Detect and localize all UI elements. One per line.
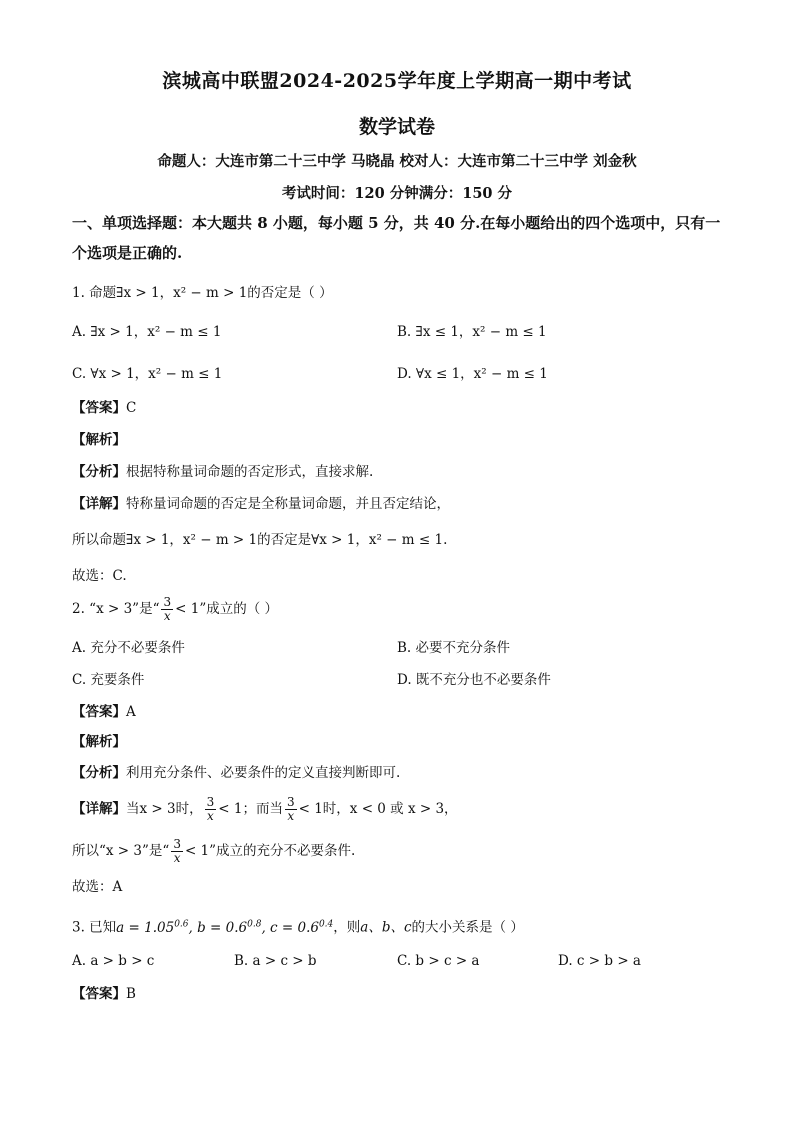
q1-detail-tag: 【详解】 (72, 496, 126, 512)
q1-option-b: B. ∃x ≤ 1，x² − m ≤ 1 (397, 324, 547, 340)
q3-stem-a: 3. 已知 (72, 919, 117, 936)
q3-answer-value: B (126, 986, 136, 1002)
q2-stem (72, 596, 278, 623)
q2-detail-a: 当x > 3时， (126, 801, 203, 817)
q2-detail-frac-1-den: x (207, 809, 214, 823)
q2-answer-value: A (126, 704, 136, 720)
q1-analysis-label: 【解析】 (72, 432, 126, 448)
q2-fenxi-text: 利用充分条件、必要条件的定义直接判断即可. (126, 765, 401, 781)
q3-option-c: C. b > c > a (397, 953, 480, 969)
q2-detail-frac-1-num: 3 (206, 795, 215, 809)
q2-detail-frac-2 (285, 796, 297, 823)
q2-option-a: A. 充分不必要条件 (72, 640, 185, 656)
q1-option-a: A. ∃x > 1，x² − m ≤ 1 (72, 324, 222, 340)
exam-subtitle: 数学试卷 (358, 116, 435, 138)
q2-detail-frac-2-num: 3 (286, 795, 295, 809)
q2-detail-b: < 1；而当 (218, 801, 283, 817)
q2-detail2-frac-den: x (173, 851, 181, 865)
exam-time-score: 考试时间：120 分钟满分：150 分 (281, 185, 513, 202)
q2-option-d: D. 既不充分也不必要条件 (397, 672, 551, 688)
q2-detail-frac-2-den: x (287, 809, 295, 823)
q3-answer-tag: 【答案】 (72, 986, 126, 1002)
q2-fenxi-tag: 【分析】 (72, 765, 126, 781)
q2-detail2-b: < 1”成立的充分不必要条件. (184, 843, 356, 859)
q2-answer-tag: 【答案】 (72, 704, 126, 720)
q3-option-a: A. a > b > c (72, 953, 155, 969)
exam-title: 滨城高中联盟2024-2025学年度上学期高一期中考试 (162, 70, 632, 92)
q3-math-expr: $a = 1.05^{0.6}$, $b = 0.6^{0.8}$, $c = 0.6^{0.4}$ (116, 919, 334, 936)
q1-fenxi (72, 462, 373, 482)
q2-analysis-tag (72, 732, 126, 752)
q3-option-b: B. a > c > b (234, 953, 317, 969)
q2-option-c: C. 充要条件 (72, 672, 145, 688)
q2-option-b: B. 必要不充分条件 (397, 640, 511, 656)
q3-stem (72, 914, 524, 938)
q2-detail (72, 796, 458, 823)
q3-vars: a、b、c (360, 919, 412, 936)
q2-detail-tag: 【详解】 (72, 801, 126, 817)
q2-detail-2 (72, 838, 355, 865)
q2-detail2-frac (171, 838, 183, 865)
q2-fraction (161, 596, 173, 623)
q2-detail2-frac-num: 3 (173, 837, 181, 851)
q1-option-d: D. ∀x ≤ 1，x² − m ≤ 1 (397, 366, 548, 382)
q1-detail-2: 所以命题∃x > 1，x² − m > 1的否定是∀x > 1，x² − m ≤ 1. (72, 532, 448, 548)
exam-authors: 命题人：大连市第二十三中学 马晓晶 校对人：大连市第二十三中学 刘金秋 (157, 153, 637, 170)
q1-fenxi-text: 根据特称量词命题的否定形式，直接求解. (126, 464, 374, 480)
q2-answer (72, 702, 136, 722)
q3-answer (72, 984, 136, 1004)
q1-detail-text: 特称量词命题的否定是全称量词命题，并且否定结论， (126, 496, 450, 512)
q1-answer-tag: 【答案】 (72, 400, 126, 416)
q2-detail-c: < 1时，x < 0 或 x > 3， (298, 801, 458, 817)
section-heading: 一、单项选择题：本大题共 8 小题，每小题 5 分，共 40 分.在每小题给出的四个选项中，只有一个选项是正确的. (72, 214, 721, 262)
q2-detail-frac-1 (205, 796, 217, 823)
q3-stem-b: ，则 (333, 919, 361, 936)
q2-detail2-a: 所以“x > 3”是“ (72, 843, 170, 859)
q1-option-c: C. ∀x > 1，x² − m ≤ 1 (72, 366, 223, 382)
q2-stem-pre: 2. “x > 3”是“ (72, 601, 160, 617)
q2-frac-num: 3 (163, 595, 172, 609)
q1-fenxi-tag: 【分析】 (72, 464, 126, 480)
q3-stem-c: 的大小关系是（ ） (411, 919, 524, 936)
q2-stem-post: < 1”成立的（ ） (175, 601, 279, 617)
q1-answer (72, 398, 136, 418)
q2-fenxi (72, 763, 400, 783)
q1-stem: 1. 命题∃x > 1，x² − m > 1的否定是（ ） (72, 285, 333, 301)
q3-option-d: D. c > b > a (558, 953, 641, 969)
q2-analysis-label: 【解析】 (72, 734, 126, 750)
q2-choose: 故选：A (72, 879, 123, 895)
q1-answer-value: C (126, 400, 137, 416)
q1-choose: 故选：C. (72, 568, 127, 584)
q1-detail (72, 494, 450, 514)
q1-analysis-tag (72, 430, 126, 450)
q2-frac-den: x (163, 609, 171, 623)
